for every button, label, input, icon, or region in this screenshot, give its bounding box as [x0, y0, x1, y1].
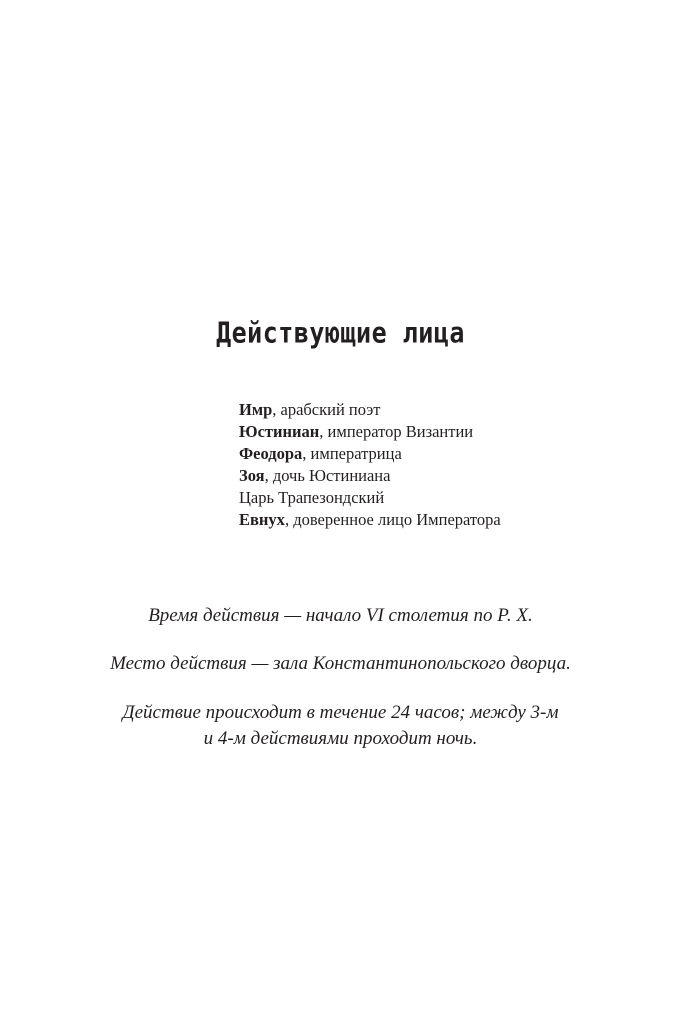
cast-name: Юстиниан	[239, 422, 320, 441]
note-duration-line-2: и 4-м действиями проходит ночь.	[203, 728, 478, 749]
cast-name: Имр	[239, 400, 273, 419]
cast-description: , императрица	[302, 444, 402, 463]
cast-name: Феодора	[239, 444, 303, 463]
cast-item-justinian	[239, 421, 501, 443]
cast-item-eunuch	[239, 509, 501, 531]
cast-description: , император Византии	[319, 422, 474, 441]
note-duration	[0, 700, 681, 752]
cast-description: , доверенное лицо Императора	[284, 510, 501, 529]
cast-item-theodora	[239, 443, 501, 465]
cast-description: Царь Трапезондский	[239, 488, 385, 507]
cast-name: Зоя	[239, 466, 265, 485]
cast-list	[239, 399, 501, 531]
cast-description: , дочь Юстиниана	[264, 466, 391, 485]
note-duration-line-1: Действие происходит в течение 24 часов; между 3-м	[122, 702, 559, 723]
cast-description: , арабский поэт	[272, 400, 381, 419]
cast-name: Евнух	[239, 510, 285, 529]
note-time: Время действия — начало VI столетия по Р. Х.	[148, 605, 533, 626]
cast-item-zoya	[239, 465, 501, 487]
note-place: Место действия — зала Константинопольского дворца.	[110, 653, 571, 674]
cast-item-king-trebizond	[239, 487, 501, 509]
page-title: Действующие лица	[216, 315, 465, 350]
cast-item-imr	[239, 399, 501, 421]
